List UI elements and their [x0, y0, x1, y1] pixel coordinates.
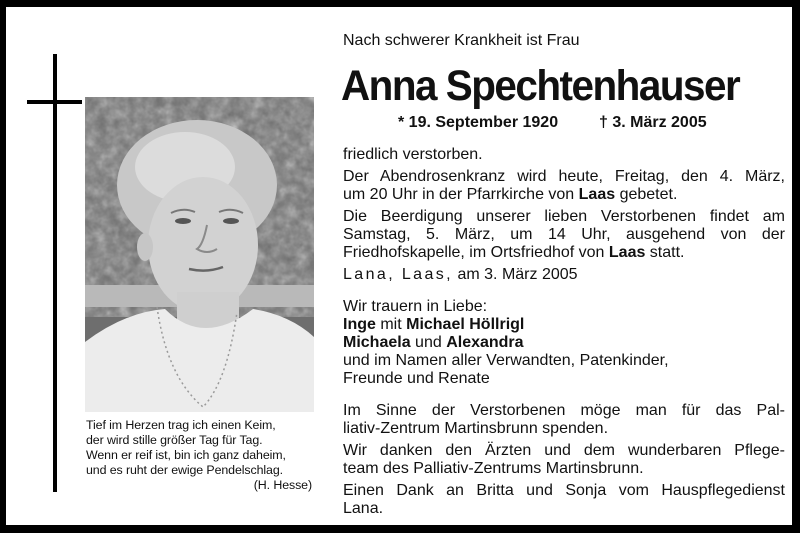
- death-date: † 3. März 2005: [599, 114, 707, 131]
- cross-vertical-bar: [53, 54, 57, 492]
- place-name: Laas: [578, 186, 616, 203]
- poem-quote: [86, 418, 312, 493]
- poem-line: und es ruht der ewige Pendelschlag.: [86, 463, 283, 477]
- intro-line: Nach schwerer Krankheit ist Frau: [343, 32, 580, 49]
- paragraph-passed-away: friedlich verstorben.: [343, 146, 483, 163]
- poem-line: Wenn er reif ist, bin ich ganz daheim,: [86, 448, 286, 462]
- poem-line: der wird stille größer Tag für Tag.: [86, 433, 263, 447]
- paragraph-thanks-care: Einen Dank an Britta und Sonja vom Hauspflegedienst Lana.: [343, 482, 785, 517]
- birth-date: * 19. September 1920: [398, 114, 559, 131]
- portrait-photo: [85, 97, 314, 412]
- paragraph-thanks-doctors: Wir danken den Ärzten und dem wunderbaren Pflege- team des Palliativ-Zentrums Martinsbrunn.: [343, 442, 785, 477]
- poem-line: Tief im Herzen trag ich einen Keim,: [86, 418, 276, 432]
- paragraph-donation: Im Sinne der Verstorbenen möge man für das Pal- liativ-Zentrum Martinsbrunn spenden.: [343, 402, 785, 437]
- obituary-notice: [6, 7, 792, 525]
- paragraph-rosary: Der Abendrosenkranz wird heute, Freitag, den 4. März, um 20 Uhr in der Pfarrkirche von Laas gebetet.: [343, 168, 785, 203]
- paragraph-funeral: Die Beerdigung unserer lieben Verstorbenen findet am Samstag, 5. März, um 14 Uhr, ausgehend von der Friedhofskapelle, im Ortsfriedhof von Laas statt.: [343, 208, 785, 261]
- mourners-list: Wir trauern in Liebe: Inge mit Michael Höllrigl Michaela und Alexandra und im Namen aller Verwandten, Patenkinder, Freunde und Renate: [343, 298, 669, 387]
- poem-author: (H. Hesse): [253, 478, 312, 492]
- place-and-date: Lana, Laas, am 3. März 2005: [343, 266, 578, 283]
- cross-horizontal-bar: [27, 100, 82, 104]
- notice-body: [343, 146, 785, 522]
- place-name: Laas: [608, 244, 646, 261]
- deceased-name: Anna Spechtenhauser: [341, 62, 740, 110]
